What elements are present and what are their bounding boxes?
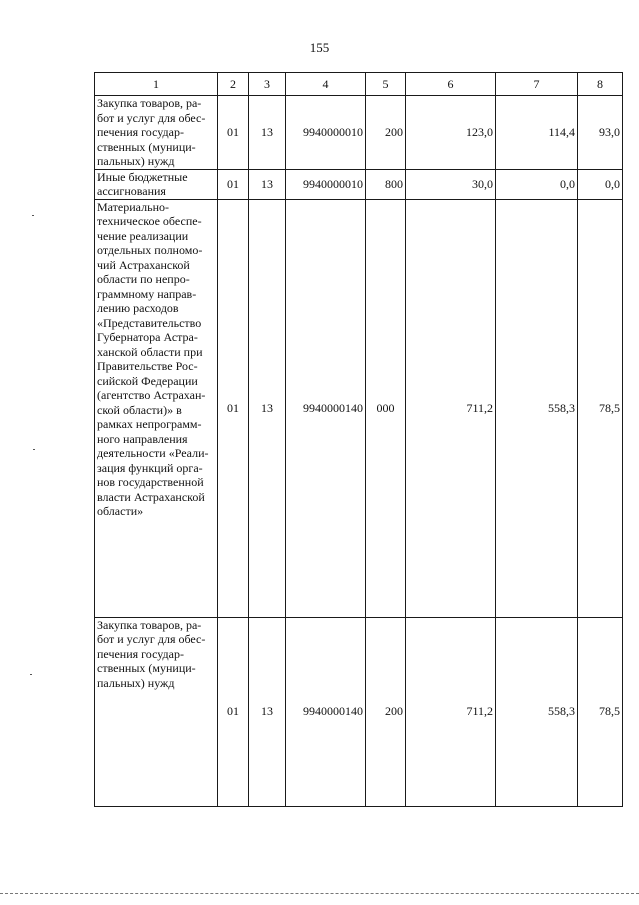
row-value-col8: 78,5 <box>578 617 623 806</box>
row-section-code: 01 <box>218 169 249 199</box>
row-section-code: 01 <box>218 96 249 170</box>
row-value-col7: 558,3 <box>496 617 578 806</box>
row-section-code: 01 <box>218 199 249 617</box>
row-expense-type: 800 <box>366 169 406 199</box>
row-expense-type: 000 <box>366 199 406 617</box>
table-row <box>95 96 623 170</box>
row-description: Закупка товаров, ра- бот и услуг для обес- печения государ- ственных (муници- пальных) нужд <box>95 96 218 170</box>
row-target-article: 9940000140 <box>286 617 366 806</box>
scan-speck <box>33 449 35 450</box>
row-subsection-code: 13 <box>249 617 286 806</box>
header-cell-5: 5 <box>366 73 406 96</box>
row-value-col6: 711,2 <box>406 617 496 806</box>
row-description: Иные бюджетные ассигнования <box>95 169 218 199</box>
header-cell-1: 1 <box>95 73 218 96</box>
row-subsection-code: 13 <box>249 199 286 617</box>
table-header-row <box>95 73 623 96</box>
table-row <box>95 169 623 199</box>
row-value-col6: 711,2 <box>406 199 496 617</box>
row-value-col8: 93,0 <box>578 96 623 170</box>
header-cell-4: 4 <box>286 73 366 96</box>
scan-bottom-edge <box>0 893 639 894</box>
row-expense-type: 200 <box>366 617 406 806</box>
table-row <box>95 199 623 617</box>
header-cell-7: 7 <box>496 73 578 96</box>
page-number: 155 <box>309 40 330 55</box>
budget-table <box>94 72 623 807</box>
row-value-col8: 78,5 <box>578 199 623 617</box>
row-section-code: 01 <box>218 617 249 806</box>
table-row <box>95 617 623 806</box>
row-value-col7: 558,3 <box>496 199 578 617</box>
header-cell-8: 8 <box>578 73 623 96</box>
row-target-article: 9940000140 <box>286 199 366 617</box>
row-subsection-code: 13 <box>249 96 286 170</box>
header-cell-3: 3 <box>249 73 286 96</box>
header-cell-2: 2 <box>218 73 249 96</box>
row-description: Материально- техническое обеспе- чение реализации отдельных полномо- чий Астраханской области по непро- граммному направ- лению расходов «Представительство Губернатора Астра- ханской области при Правительстве Рос- сийской Федерации (агентство Астрахан- ской области)» в рамках непрограмм- ного направления деятельности «Реали- зация функций орга- нов государственной власти Астраханской области» <box>95 199 218 617</box>
row-target-article: 9940000010 <box>286 96 366 170</box>
row-value-col7: 0,0 <box>496 169 578 199</box>
row-value-col6: 123,0 <box>406 96 496 170</box>
header-cell-6: 6 <box>406 73 496 96</box>
row-target-article: 9940000010 <box>286 169 366 199</box>
scan-speck <box>32 215 34 216</box>
scan-speck <box>30 674 32 675</box>
row-description: Закупка товаров, ра- бот и услуг для обес- печения государ- ственных (муници- пальных) нужд <box>95 617 218 806</box>
row-value-col7: 114,4 <box>496 96 578 170</box>
row-subsection-code: 13 <box>249 169 286 199</box>
row-value-col6: 30,0 <box>406 169 496 199</box>
row-value-col8: 0,0 <box>578 169 623 199</box>
row-expense-type: 200 <box>366 96 406 170</box>
